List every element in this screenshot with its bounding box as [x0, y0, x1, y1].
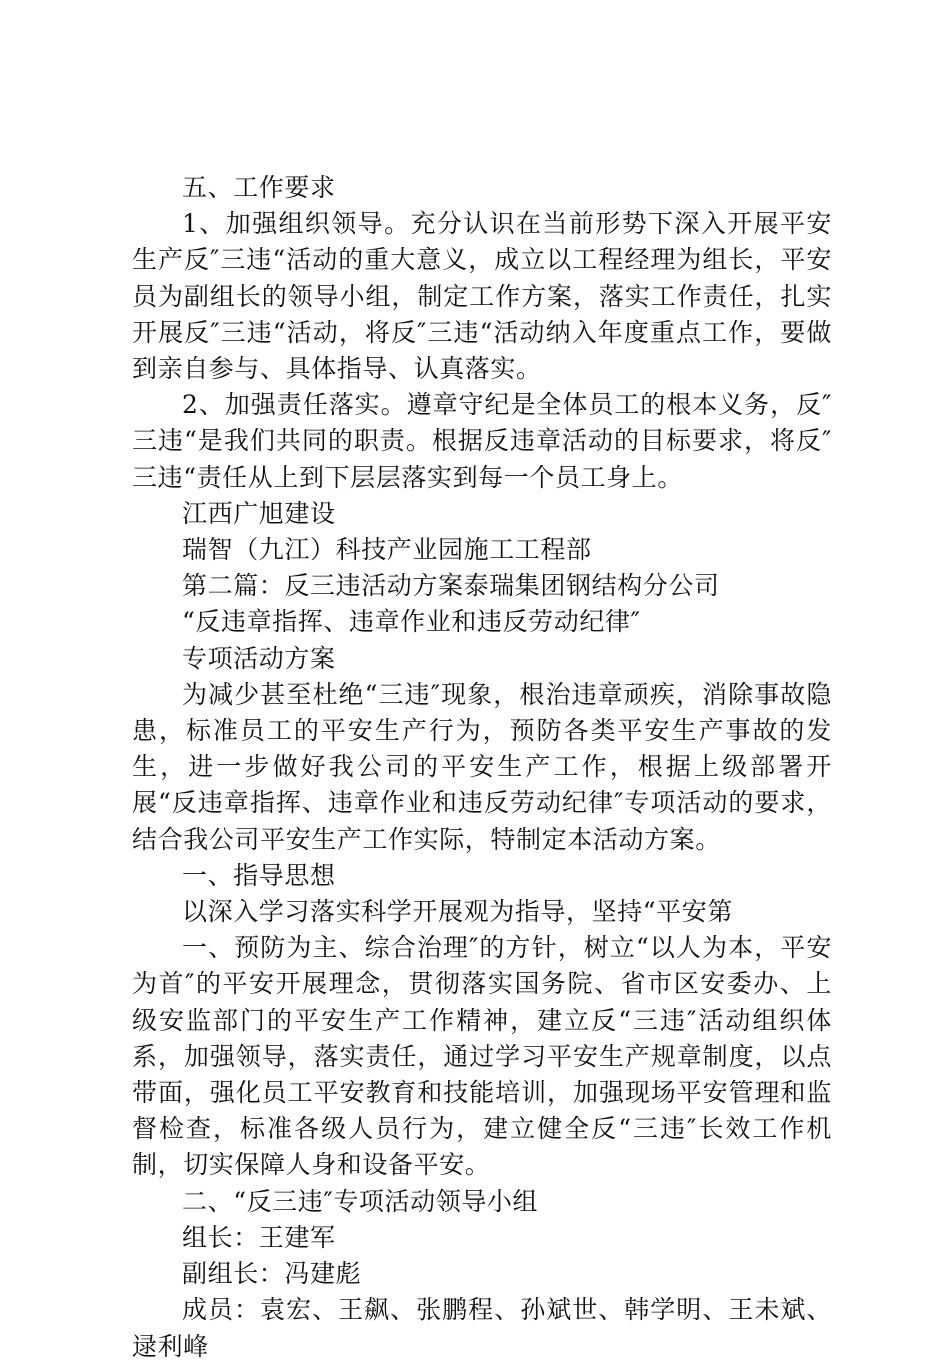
heading-work-requirements: 五、工作要求 — [182, 173, 336, 202]
document-page — [132, 170, 832, 1365]
group-leader: 组长：王建军 — [182, 1222, 336, 1252]
group-members: 成员：袁宏、王飙、张鹏程、孙斌世、韩学明、王未斌、逯利峰 — [132, 1295, 832, 1361]
heading-leadership-group: 二、“反三违″专项活动领导小组 — [182, 1186, 539, 1216]
paragraph-purpose: 为减少甚至杜绝“三违″现象，根治违章顽疾，消除事故隐患，标准员工的平安生产行为，预防各类平安生产事故的发生，进一步做好我公司的平安生产工作，根据上级部署开展“反违章指挥、违章作业和违反劳动纪律″专项活动的要求，结合我公司平安生产工作实际，特制定本活动方案。 — [132, 679, 832, 854]
paragraph-guidance-intro: 以深入学习落实科学开展观为指导，坚持“平安第 — [182, 897, 733, 927]
chapter-subtitle: “反违章指挥、违章作业和违反劳动纪律″ — [182, 607, 641, 637]
paragraph-organization-leadership: 1、加强组织领导。充分认识在当前形势下深入开展平安生产反″三违“活动的重大意义，成立以工程经理为组长，平安员为副组长的领导小组，制定工作方案，落实工作责任，扎实开展反″三违“活动，将反″三违“活动纳入年度重点工作，要做到亲自参与、具体指导、认真落实。 — [132, 209, 832, 384]
paragraph-responsibility: 2、加强责任落实。遵章守纪是全体员工的根本义务，反″三违“是我们共同的职责。根据反违章活动的目标要求，将反″三违“责任从上到下层层落实到每一个员工身上。 — [132, 390, 832, 492]
chapter-title: 第二篇：反三违活动方案泰瑞集团钢结构分公司 — [182, 571, 720, 601]
plan-title: 专项活动方案 — [182, 643, 336, 673]
paragraph-guidance-body: 一、预防为主、综合治理″的方针，树立“以人为本，平安为首″的平安开展理念，贯彻落实国务院、省市区安委办、上级安监部门的平安生产工作精神，建立反“三违″活动组织体系，加强领导，落实责任，通过学习平安生产规章制度，以点带面，强化员工平安教育和技能培训，加强现场平安管理和监督检查，标准各级人员行为，建立健全反“三违″长效工作机制，切实保障人身和设备平安。 — [132, 933, 832, 1180]
deputy-group-leader: 副组长：冯建彪 — [182, 1259, 362, 1289]
department-name: 瑞智（九江）科技产业园施工工程部 — [182, 535, 592, 565]
heading-guiding-ideology: 一、指导思想 — [182, 860, 336, 890]
company-name: 江西广旭建设 — [182, 498, 336, 528]
